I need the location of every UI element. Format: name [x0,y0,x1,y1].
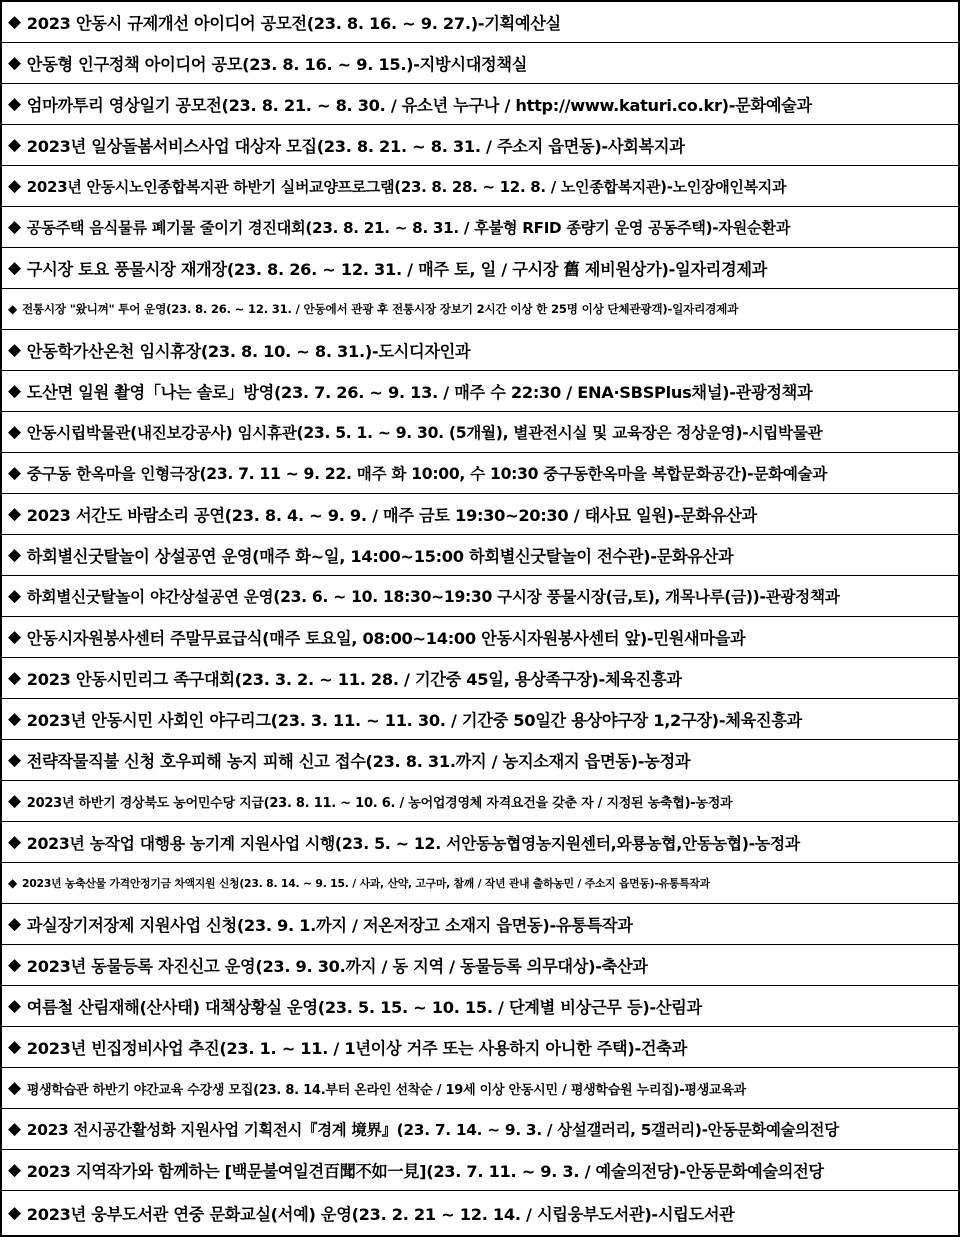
list-item-text: 전통시장 "왔니껴" 투어 운영(23. 8. 26. ~ 12. 31. / 안동에서 관광 후 전통시장 장보기 2시간 이상 한 25명 이상 단체관광객)-일자리경제과 [21,302,739,316]
list-item-text: 구시장 토요 풍물시장 재개장(23. 8. 26. ~ 12. 31. / 매주 토, 일 / 구시장 舊 제비원상가)-일자리경제과 [26,260,768,279]
diamond-bullet-icon: ◆ [8,258,21,278]
diamond-bullet-icon: ◆ [8,176,21,196]
list-item [2,945,958,986]
list-item [2,1191,958,1235]
list-item-text: 도산면 일원 촬영「나는 솔로」방영(23. 7. 26. ~ 9. 13. / 매주 수 22:30 / ENA·SBSPlus채널)-관광정책과 [26,383,813,402]
list-item-text: 2023년 안동시민 사회인 야구리그(23. 3. 11. ~ 11. 30. / 기간중 50일간 용상야구장 1,2구장)-체육진흥과 [26,711,802,730]
diamond-bullet-icon: ◆ [8,1037,21,1057]
list-item-text: 평생학습관 하반기 야간교육 수강생 모집(23. 8. 14.부터 온라인 선착순 / 19세 이상 안동시민 / 평생학습원 누리집)-평생교육과 [26,1082,746,1098]
list-item-text: 2023 지역작가와 함께하는 [백문불여일견百聞不如一見](23. 7. 11. ~ 9. 3. / 예술의전당)-안동문화예술의전당 [26,1162,824,1181]
list-item [2,371,958,412]
diamond-bullet-icon: ◆ [8,1160,21,1180]
diamond-bullet-icon: ◆ [8,381,21,401]
diamond-bullet-icon: ◆ [8,94,21,114]
list-item [2,904,958,945]
list-item-text: 2023년 안동시노인종합복지관 하반기 실버교양프로그램(23. 8. 28. ~ 12. 8. / 노인종합복지관)-노인장애인복지과 [26,177,787,196]
list-item-text: 2023년 농작업 대행용 농기계 지원사업 시행(23. 5. ~ 12. 서안동농협영농지원센터,와룡농협,안동농협)-농정과 [26,833,800,853]
list-item [2,1150,958,1191]
list-item-text: 중구동 한옥마을 인형극장(23. 7. 11 ~ 9. 22. 매주 화 10:00, 수 10:30 중구동한옥마을 복합문화공간)-문화예술과 [26,465,828,483]
diamond-bullet-icon: ◆ [8,627,21,647]
list-item-text: 하회별신굿탈놀이 야간상설공연 운영(23. 6. ~ 10. 18:30~19:30 구시장 풍물시장(금,토), 개목나루(금))-관광정책과 [26,588,840,606]
list-item-text: 2023년 하반기 경상북도 농어민수당 지급(23. 8. 11. ~ 10. 6. / 농어업경영체 자격요건을 갖춘 자 / 지정된 농축협)-농정과 [26,795,733,811]
list-item-text: 안동시립박물관(내진보강공사) 임시휴관(23. 5. 1. ~ 9. 30. (5개월), 별관전시실 및 교육장은 정상운영)-시립박물관 [26,424,823,442]
diamond-bullet-icon: ◆ [8,955,21,975]
diamond-bullet-icon: ◆ [8,217,21,237]
diamond-bullet-icon: ◆ [8,586,21,606]
list-item [2,1068,958,1109]
list-item-text: 2023년 일상돌봄서비스사업 대상자 모집(23. 8. 21. ~ 8. 31. / 주소지 읍면동)-사회복지과 [26,137,685,156]
diamond-bullet-icon: ◆ [8,545,21,565]
diamond-bullet-icon: ◆ [8,914,21,934]
diamond-bullet-icon: ◆ [8,135,21,155]
list-item-text: 2023 안동시민리그 족구대회(23. 3. 2. ~ 11. 28. / 기간중 45일, 용상족구장)-체육진흥과 [26,670,682,689]
diamond-bullet-icon: ◆ [8,996,21,1016]
diamond-bullet-icon: ◆ [8,876,17,890]
list-item-text: 하회별신굿탈놀이 상설공연 운영(매주 화~일, 14:00~15:00 하회별신굿탈놀이 전수관)-문화유산과 [26,547,734,566]
list-item [2,248,958,289]
list-item [2,986,958,1027]
diamond-bullet-icon: ◆ [8,53,21,73]
list-item [2,617,958,658]
list-item-text: 안동시자원봉사센터 주말무료급식(매주 토요일, 08:00~14:00 안동시자원봉사센터 앞)-민원새마을과 [26,629,746,648]
list-item [2,289,958,330]
diamond-bullet-icon: ◆ [8,12,21,32]
diamond-bullet-icon: ◆ [8,832,21,852]
list-item [2,535,958,576]
list-item [2,863,958,904]
list-item [2,412,958,453]
diamond-bullet-icon: ◆ [8,1078,21,1098]
list-item [2,125,958,166]
list-item-text: 2023년 농축산물 가격안정기금 차액지원 신청(23. 8. 14. ~ 9. 15. / 사과, 산약, 고구마, 참깨 / 작년 관내 출하농민 / 주소지 읍면동)-유통특작과 [21,876,710,890]
list-item [2,207,958,248]
list-item [2,740,958,781]
diamond-bullet-icon: ◆ [8,340,21,360]
diamond-bullet-icon: ◆ [8,463,21,483]
list-item [2,699,958,740]
list-item [2,576,958,617]
list-item-text: 엄마까투리 영상일기 공모전(23. 8. 21. ~ 8. 30. / 유소년 누구나 / http://www.katuri.co.kr)-문화예술과 [26,96,812,115]
list-item [2,166,958,207]
list-item [2,494,958,535]
list-item-text: 2023 전시공간활성화 지원사업 기획전시『경계 境界』(23. 7. 14. ~ 9. 3. / 상설갤러리, 5갤러리)-안동문화예술의전당 [26,1121,839,1139]
diamond-bullet-icon: ◆ [8,422,21,442]
list-item-text: 안동학가산온천 임시휴장(23. 8. 10. ~ 8. 31.)-도시디자인과 [26,342,471,361]
diamond-bullet-icon: ◆ [8,1119,21,1139]
list-item-text: 안동형 인구정책 아이디어 공모(23. 8. 16. ~ 9. 15.)-지방시대정책실 [26,55,528,74]
list-item-text: 전략작물직불 신청 호우피해 농지 피해 신고 접수(23. 8. 31.까지 / 농지소재지 읍면동)-농정과 [26,752,691,771]
list-item [2,2,958,43]
list-item [2,453,958,494]
list-item [2,658,958,699]
list-item [2,781,958,822]
diamond-bullet-icon: ◆ [8,791,21,811]
list-item-text: 공동주택 음식물류 폐기물 줄이기 경진대회(23. 8. 21. ~ 8. 31. / 후불형 RFID 종량기 운영 공동주택)-자원순환과 [26,218,791,237]
list-item-text: 2023년 빈집정비사업 추진(23. 1. ~ 11. / 1년이상 거주 또는 사용하지 아니한 주택)-건축과 [26,1039,687,1058]
list-item [2,330,958,371]
list-item [2,84,958,125]
diamond-bullet-icon: ◆ [8,668,21,688]
diamond-bullet-icon: ◆ [8,504,21,524]
list-item-text: 2023 안동시 규제개선 아이디어 공모전(23. 8. 16. ~ 9. 27.)-기획예산실 [26,14,561,33]
list-item [2,1027,958,1068]
list-item-text: 2023 서간도 바람소리 공연(23. 8. 4. ~ 9. 9. / 매주 금토 19:30~20:30 / 태사묘 일원)-문화유산과 [26,506,757,525]
list-item-text: 여름철 산림재해(산사태) 대책상황실 운영(23. 5. 15. ~ 10. 15. / 단계별 비상근무 등)-산림과 [26,998,702,1017]
list-item-text: 과실장기저장제 지원사업 신청(23. 9. 1.까지 / 저온저장고 소재지 읍면동)-유통특작과 [26,916,633,935]
diamond-bullet-icon: ◆ [8,302,17,316]
list-item [2,1109,958,1150]
list-item-text: 2023년 웅부도서관 연중 문화교실(서예) 운영(23. 2. 21 ~ 12. 14. / 시립웅부도서관)-시립도서관 [26,1205,735,1224]
list-item-text: 2023년 동물등록 자진신고 운영(23. 9. 30.까지 / 동 지역 / 동물등록 의무대상)-축산과 [26,957,648,976]
diamond-bullet-icon: ◆ [8,709,21,729]
diamond-bullet-icon: ◆ [8,1203,21,1223]
list-item [2,43,958,84]
list-item [2,822,958,863]
diamond-bullet-icon: ◆ [8,750,21,770]
